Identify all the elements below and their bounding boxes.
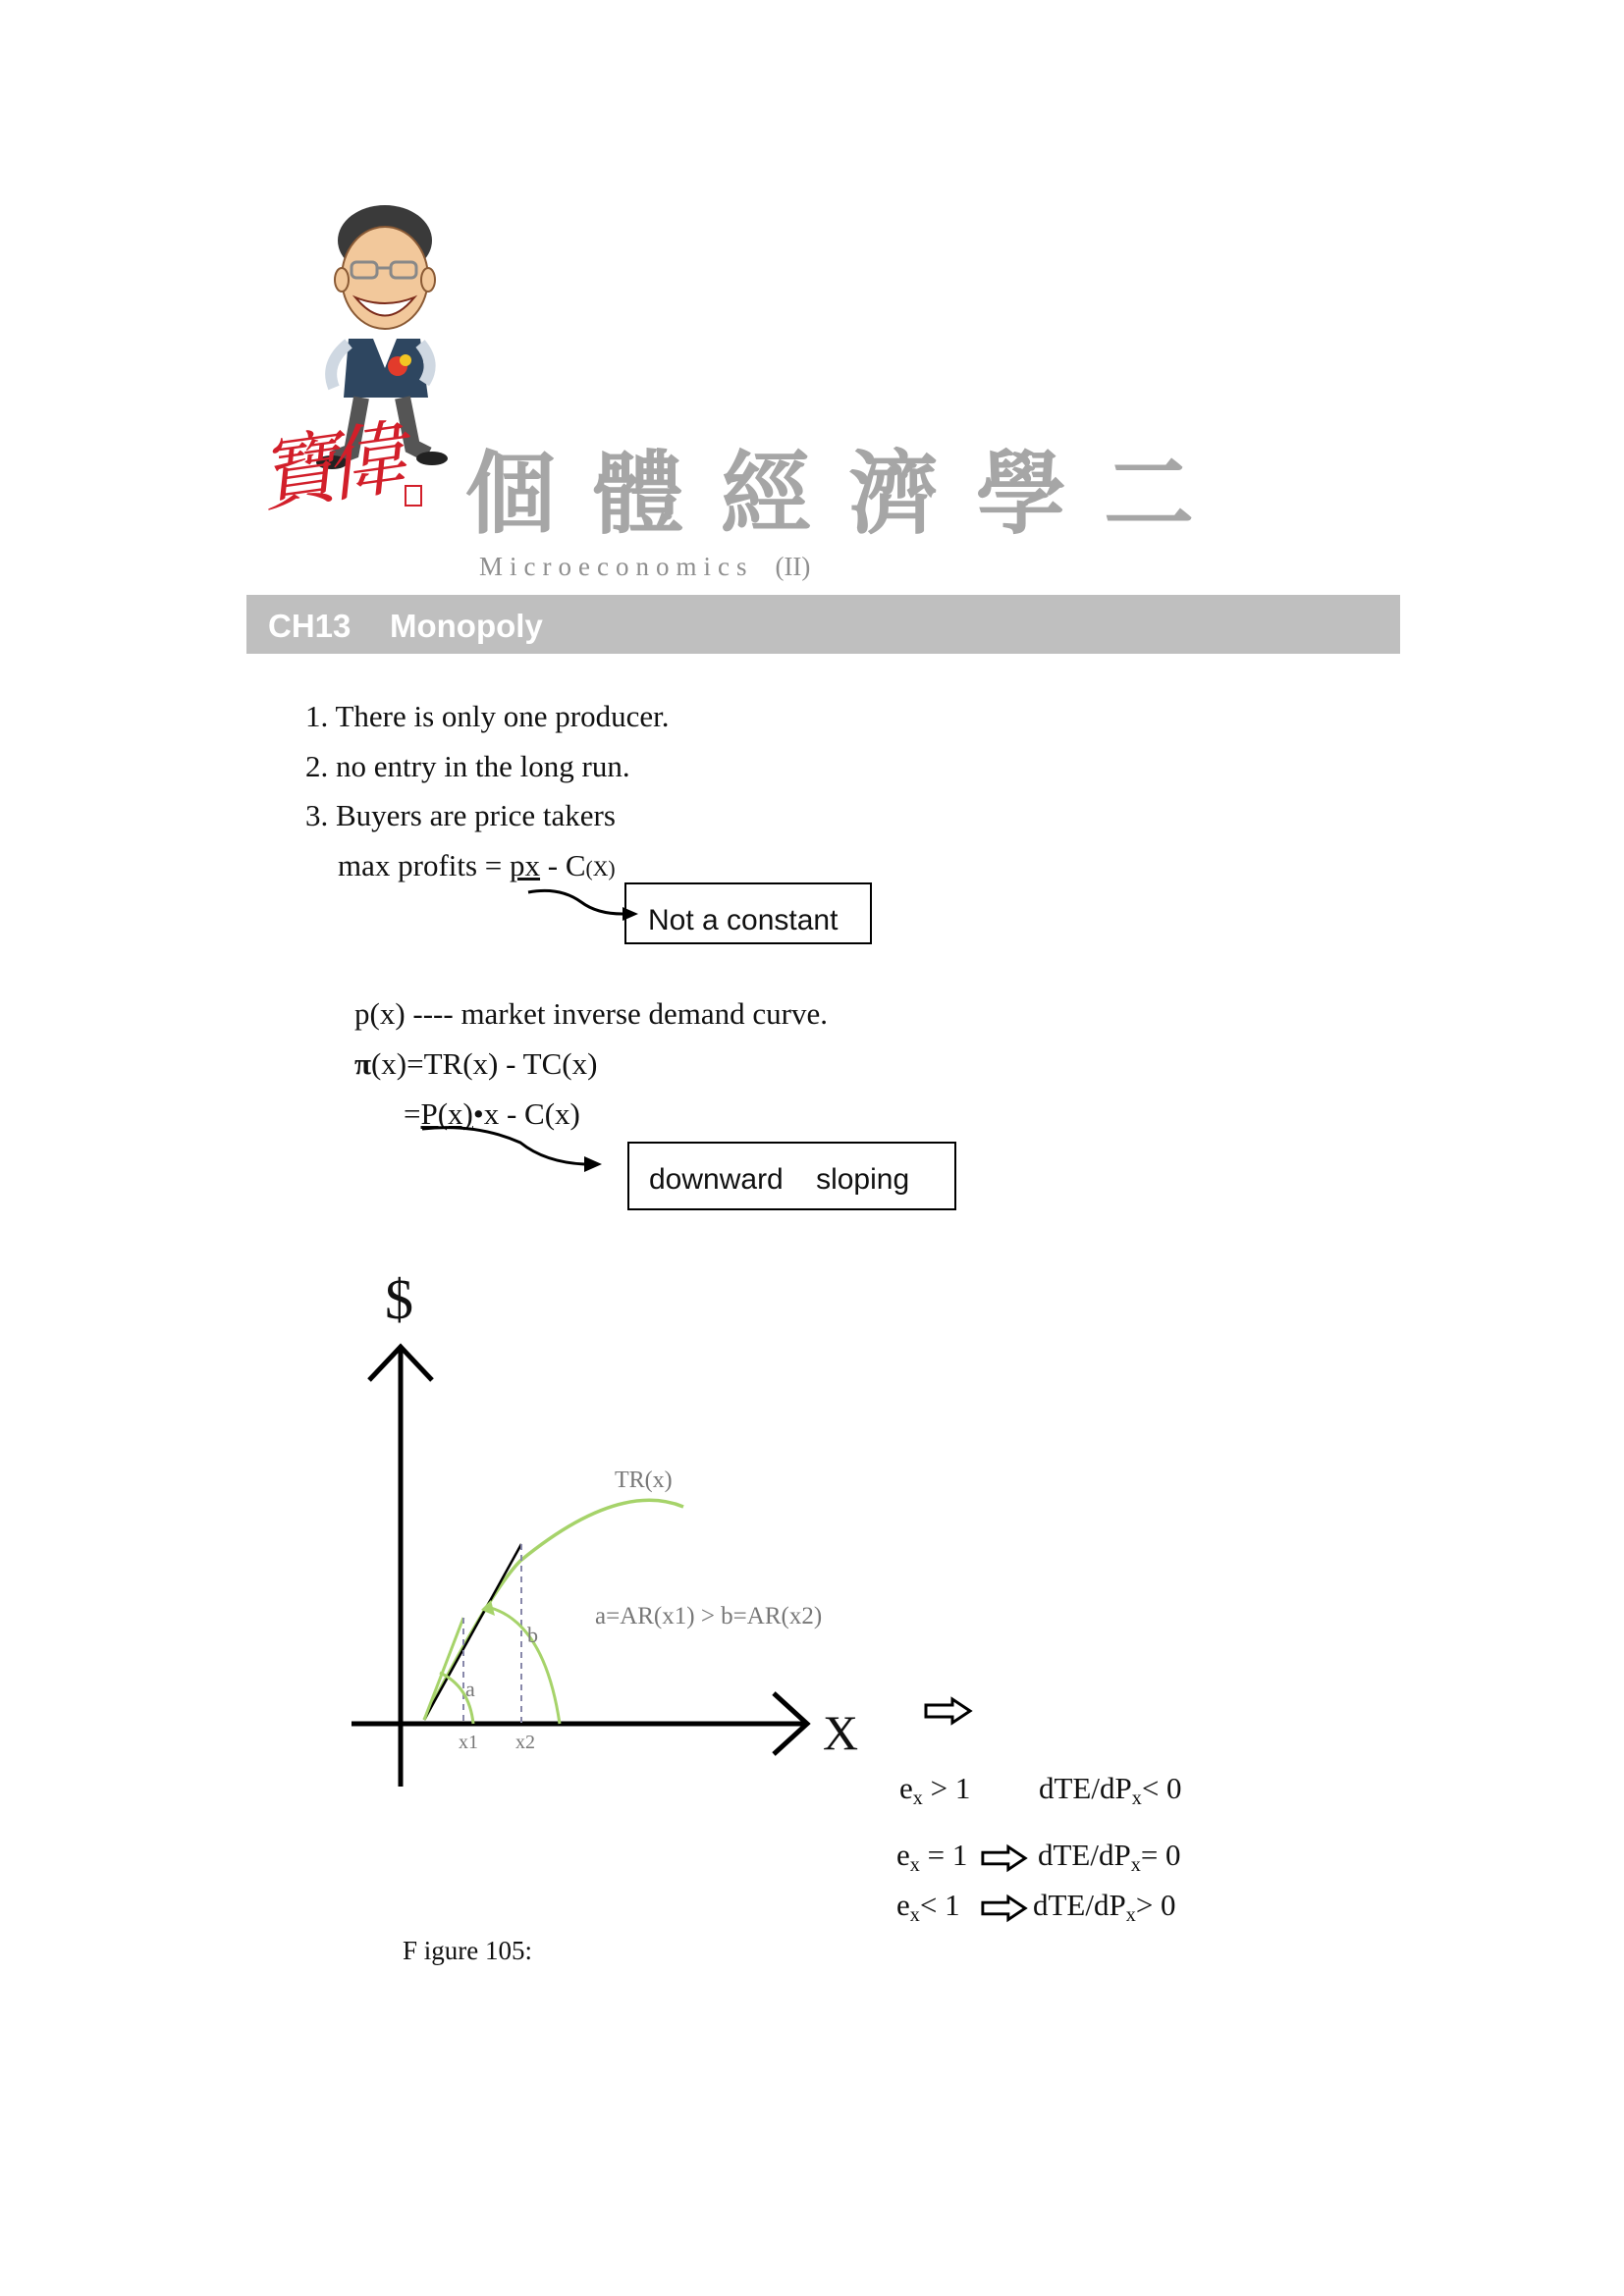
relation-inelastic bbox=[896, 1888, 960, 1927]
e: e bbox=[896, 1838, 910, 1872]
profit-function bbox=[354, 1046, 597, 1082]
profit-prefix: max profits = bbox=[338, 848, 511, 882]
chapter-title: Monopoly bbox=[390, 608, 543, 644]
eq-px: P(x) bbox=[420, 1096, 473, 1131]
e-op: < 1 bbox=[919, 1888, 960, 1922]
list-item: 1. There is only one producer. bbox=[305, 699, 670, 733]
implies-arrow-icon bbox=[923, 1696, 974, 1726]
demand-line: p(x) ---- market inverse demand curve. bbox=[354, 996, 828, 1031]
e: e bbox=[899, 1771, 913, 1805]
chapter-banner bbox=[246, 595, 1400, 654]
implies-arrow-icon bbox=[980, 1894, 1029, 1923]
e-op: > 1 bbox=[922, 1771, 971, 1805]
course-subtitle bbox=[479, 552, 810, 582]
pi-symbol: π bbox=[354, 1046, 371, 1081]
d-sub: x bbox=[1131, 1788, 1142, 1810]
angle-arc-b bbox=[491, 1608, 560, 1724]
relation-unit bbox=[896, 1838, 967, 1877]
list-item: 3. Buyers are price takers bbox=[305, 798, 616, 832]
d-res: < 0 bbox=[1141, 1771, 1182, 1805]
relation-elastic-result bbox=[1039, 1771, 1182, 1810]
label-b: b bbox=[527, 1623, 538, 1647]
chord-a bbox=[424, 1618, 463, 1720]
note-box-not-constant: Not a constant bbox=[624, 882, 872, 944]
list-item: 2. no entry in the long run. bbox=[305, 749, 630, 783]
label-a: a bbox=[465, 1677, 475, 1701]
profit-minus: - C bbox=[540, 848, 586, 882]
ar-comparison-label: a=AR(x1) > b=AR(x2) bbox=[595, 1603, 823, 1629]
arrow-to-box-1 bbox=[520, 879, 638, 928]
subtitle-roman: (II) bbox=[775, 552, 811, 581]
profit-sub: (X) bbox=[585, 857, 616, 881]
e-sub: x bbox=[909, 1854, 920, 1877]
d-res: = 0 bbox=[1140, 1838, 1181, 1872]
d: dTE/dP bbox=[1033, 1888, 1126, 1922]
figure-caption: F igure 105: bbox=[403, 1936, 532, 1965]
d-sub: x bbox=[1125, 1904, 1136, 1927]
relation-inelastic-result bbox=[1033, 1888, 1176, 1927]
e-sub: x bbox=[909, 1904, 920, 1927]
relation-unit-result bbox=[1038, 1838, 1181, 1877]
d-res: > 0 bbox=[1135, 1888, 1176, 1922]
arrow-to-box-2 bbox=[417, 1119, 614, 1178]
d-sub: x bbox=[1130, 1854, 1141, 1877]
note-box-downward-sloping: downward sloping bbox=[627, 1142, 956, 1210]
e: e bbox=[896, 1888, 910, 1922]
tr-figure bbox=[334, 1266, 884, 1796]
implies-arrow-icon bbox=[980, 1843, 1029, 1873]
course-title-chinese: 個體經濟學二 bbox=[465, 445, 1232, 545]
d: dTE/dP bbox=[1038, 1838, 1131, 1872]
profit-px: px bbox=[510, 848, 541, 882]
tr-curve-label: TR(x) bbox=[615, 1468, 673, 1493]
red-seal bbox=[405, 485, 422, 507]
d: dTE/dP bbox=[1039, 1771, 1132, 1805]
eq-rest: •x - C(x) bbox=[472, 1096, 580, 1131]
x-axis-label: X bbox=[823, 1705, 859, 1760]
pi-rest: (x)=TR(x) - TC(x) bbox=[370, 1046, 598, 1081]
y-axis-label: $ bbox=[385, 1267, 413, 1331]
eq-sign: = bbox=[404, 1096, 421, 1131]
subtitle-text: Microeconomics bbox=[479, 552, 754, 581]
calligraphy-signature: 寶偉 bbox=[252, 412, 398, 524]
label-x2: x2 bbox=[515, 1732, 535, 1753]
chapter-number: CH13 bbox=[268, 608, 352, 644]
e-sub: x bbox=[912, 1788, 923, 1810]
relation-elastic bbox=[899, 1771, 970, 1810]
label-x1: x1 bbox=[459, 1732, 478, 1753]
e-op: = 1 bbox=[919, 1838, 968, 1872]
